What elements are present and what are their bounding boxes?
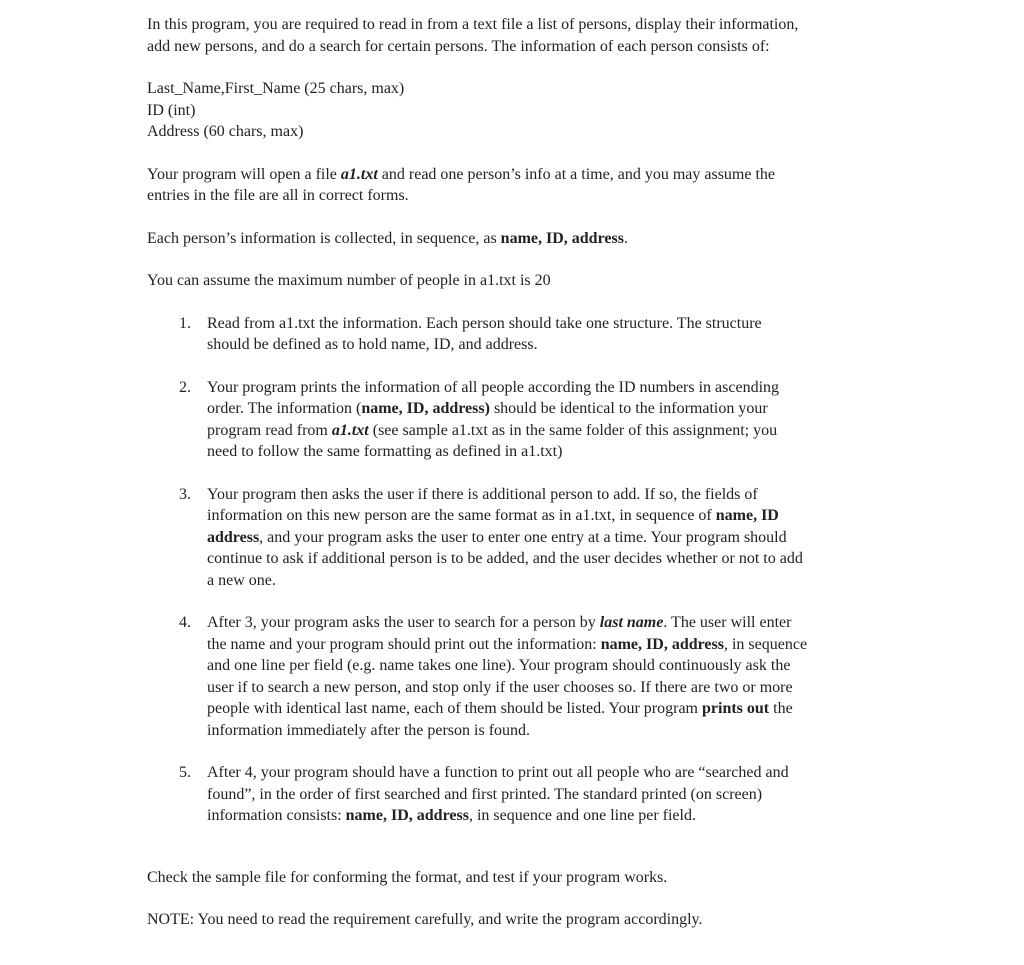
open-file-filename: a1.txt bbox=[340, 165, 378, 183]
open-file-text-a: Your program will open a file bbox=[147, 165, 341, 183]
item-3-line-3-bold: address bbox=[207, 528, 260, 546]
item-4-line-5-bold: prints out bbox=[702, 700, 770, 717]
item-4-line-1b: . The user will enter bbox=[663, 614, 792, 631]
item-4-line-1a: After 3, your program asks the user to search for a person by bbox=[207, 614, 600, 631]
item-2-filename: a1.txt bbox=[331, 421, 369, 439]
open-file-text-b: and read one person’s info at a time, and you may assume the bbox=[377, 165, 776, 183]
list-number: 3. bbox=[179, 485, 191, 503]
item-5-line-2: found”, in the order of first searched and first printed. The standard printed (on screen) bbox=[207, 785, 763, 803]
note-paragraph bbox=[147, 909, 927, 931]
item-4-line-5a: people with identical last name, each of them should be listed. Your program bbox=[207, 700, 702, 717]
item-2-line-2a: order. The information ( bbox=[207, 400, 362, 417]
intro-line-2: add new persons, and do a search for certain persons. The information of each person consists of: bbox=[147, 37, 770, 55]
list-number: 1. bbox=[179, 314, 191, 332]
list-item-1 bbox=[147, 313, 927, 356]
check-paragraph bbox=[147, 867, 927, 889]
assignment-document bbox=[147, 14, 927, 931]
item-3-line-3b: , and your program asks the user to enter one entry at a time. Your program should bbox=[259, 528, 787, 546]
note-text: NOTE: You need to read the requirement carefully, and write the program accordingly. bbox=[147, 911, 703, 928]
field-id: ID (int) bbox=[147, 101, 196, 119]
max-people-text: You can assume the maximum number of people in a1.txt is 20 bbox=[147, 272, 551, 289]
open-file-line-2: entries in the file are all in correct forms. bbox=[147, 187, 409, 204]
open-file-paragraph bbox=[147, 164, 927, 207]
sequence-bold: name, ID, address bbox=[500, 229, 624, 247]
list-item-2 bbox=[147, 377, 927, 463]
item-2-line-2b: should be identical to the information your bbox=[489, 400, 768, 417]
item-2-line-3a: program read from bbox=[207, 421, 332, 439]
item-4-line-1-bold-italic: last name bbox=[599, 614, 664, 631]
item-4-line-6: information immediately after the person is found. bbox=[207, 721, 531, 739]
item-5-line-1: After 4, your program should have a function to print out all people who are “searched and bbox=[207, 764, 789, 781]
list-item-4 bbox=[147, 612, 927, 741]
list-item-3 bbox=[147, 484, 927, 592]
item-3-line-2-bold: name, ID bbox=[715, 507, 779, 524]
item-3-line-5: a new one. bbox=[207, 571, 276, 589]
item-4-line-4: user if to search a new person, and stop only if the user chooses so. If there are two or more bbox=[207, 678, 793, 696]
item-4-line-5b: the bbox=[769, 700, 793, 717]
item-1-line-2: should be defined as to hold name, ID, and address. bbox=[207, 336, 538, 353]
item-1-line-1: Read from a1.txt the information. Each person should take one structure. The structure bbox=[207, 314, 762, 332]
item-3-line-2a: information on this new person are the same format as in a1.txt, in sequence of bbox=[207, 507, 716, 524]
item-5-line-3-bold: name, ID, address bbox=[345, 807, 469, 824]
fields-block bbox=[147, 78, 927, 143]
item-5-line-3a: information consists: bbox=[207, 807, 346, 824]
item-4-line-2a: the name and your program should print out the information: bbox=[207, 635, 601, 653]
field-name: Last_Name,First_Name (25 chars, max) bbox=[147, 80, 405, 97]
item-3-line-4: continue to ask if additional person is to be added, and the user decides whether or not to add bbox=[207, 550, 803, 567]
list-number: 4. bbox=[179, 614, 191, 631]
intro-paragraph bbox=[147, 14, 927, 57]
item-4-line-2-bold: name, ID, address bbox=[600, 635, 724, 653]
field-address: Address (60 chars, max) bbox=[147, 123, 304, 140]
sequence-paragraph bbox=[147, 228, 927, 250]
item-4-line-2b: , in sequence bbox=[723, 635, 808, 653]
list-number: 5. bbox=[179, 764, 191, 781]
sequence-text-b: . bbox=[623, 229, 628, 247]
sequence-text-a: Each person’s information is collected, in sequence, as bbox=[147, 229, 501, 247]
item-3-line-1: Your program then asks the user if there is additional person to add. If so, the fields of bbox=[207, 485, 758, 503]
item-2-line-4: need to follow the same formatting as defined in a1.txt) bbox=[207, 443, 563, 460]
list-item-5 bbox=[147, 762, 927, 827]
item-4-line-3: and one line per field (e.g. name takes one line). Your program should continuously ask the bbox=[207, 657, 791, 674]
item-2-line-2-bold: name, ID, address) bbox=[361, 400, 490, 417]
item-2-line-1: Your program prints the information of all people according the ID numbers in ascending bbox=[207, 378, 780, 396]
check-text: Check the sample file for conforming the format, and test if your program works. bbox=[147, 868, 668, 886]
max-people-paragraph bbox=[147, 270, 927, 292]
item-5-line-3b: , in sequence and one line per field. bbox=[468, 807, 696, 824]
item-2-line-3b: (see sample a1.txt as in the same folder of this assignment; you bbox=[368, 421, 778, 439]
list-number: 2. bbox=[179, 378, 191, 396]
intro-line-1: In this program, you are required to read in from a text file a list of persons, display their information, bbox=[147, 16, 799, 33]
